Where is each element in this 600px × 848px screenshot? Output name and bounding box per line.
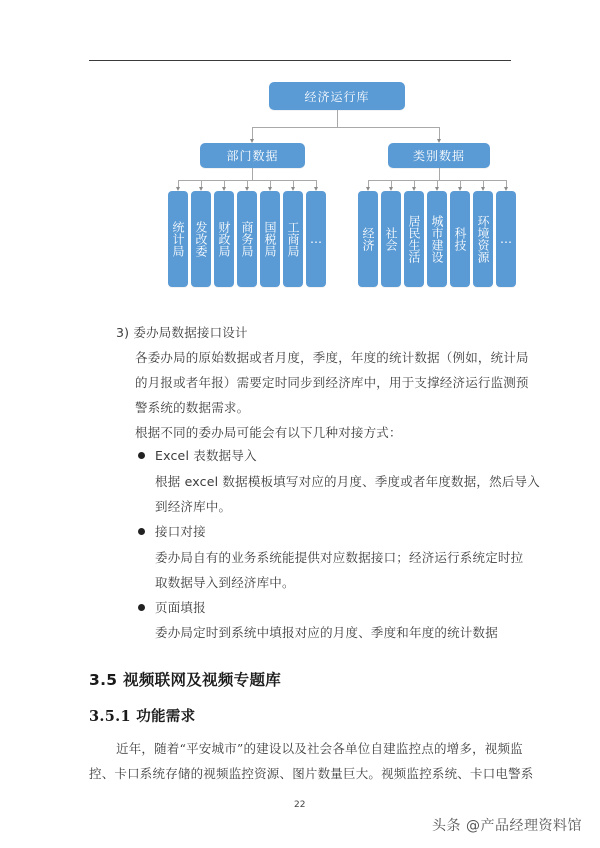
bullet-title: 接口对接 [155, 524, 206, 539]
paragraph-line: 近年，随着“平安城市”的建设以及社会各单位自建监控点的增多，视频监 [116, 741, 523, 756]
bullet-title: Excel 表数据导入 [155, 448, 257, 463]
diagram-leaf-node: 财政局 [214, 191, 234, 287]
diagram-root-node: 经济运行库 [269, 82, 405, 110]
bullet-text: 委办局定时到系统中填报对应的月度、季度和年度的统计数据 [155, 625, 498, 640]
bullet-text: 委办局自有的业务系统能提供对应数据接口；经济运行系统定时拉 [155, 550, 524, 565]
paragraph-line: 警系统的数据需求。 [135, 400, 250, 415]
diagram-leaf-node: … [306, 191, 326, 287]
paragraph-line: 各委办局的原始数据或者月度，季度，年度的统计数据（例如，统计局 [135, 350, 529, 365]
subsection-title: 3) 委办局数据接口设计 [116, 325, 248, 340]
diagram-leaf-node: 环境资源 [473, 191, 493, 287]
diagram-leaf-node: 国税局 [260, 191, 280, 287]
diagram-leaf-node: 社会 [381, 191, 401, 287]
diagram-branch-node: 类别数据 [388, 143, 490, 168]
bullet-title: 页面填报 [155, 600, 206, 615]
diagram-leaf-node: 城市建设 [427, 191, 447, 287]
bullet-text: 取数据导入到经济库中。 [155, 575, 295, 590]
connector [252, 168, 253, 180]
bullet-icon [138, 604, 145, 611]
diagram-leaf-node: … [496, 191, 516, 287]
diagram-leaf-node: 科技 [450, 191, 470, 287]
diagram-leaf-node: 发改委 [191, 191, 211, 287]
diagram-leaf-node: 经济 [358, 191, 378, 287]
paragraph-line: 根据不同的委办局可能会有以下几种对接方式： [135, 425, 402, 440]
bullet-text: 到经济库中。 [155, 499, 232, 514]
connector [337, 110, 338, 127]
diagram-leaf-node: 商务局 [237, 191, 257, 287]
diagram-leaf-node: 居民生活 [404, 191, 424, 287]
watermark: 头条 @产品经理资料馆 [432, 818, 582, 834]
diagram-leaf-node: 工商局 [283, 191, 303, 287]
bullet-text: 根据 excel 数据模板填写对应的月度、季度或者年度数据，然后导入 [155, 474, 540, 489]
connector [439, 168, 440, 180]
header-rule [89, 60, 511, 61]
connector [252, 127, 439, 128]
subsection-heading: 3.5.1 功能需求 [89, 708, 196, 725]
paragraph-line: 的月报或者年报）需要定时同步到经济库中，用于支撑经济运行监测预 [135, 375, 529, 390]
bullet-icon [138, 528, 145, 535]
bullet-icon [138, 452, 145, 459]
page-number: 22 [294, 800, 306, 810]
paragraph-line: 控、卡口系统存储的视频监控资源、图片数量巨大。视频监控系统、卡口电警系 [89, 766, 534, 781]
section-heading: 3.5 视频联网及视频专题库 [89, 671, 282, 689]
diagram-leaf-node: 统计局 [168, 191, 188, 287]
diagram-branch-node: 部门数据 [200, 143, 305, 168]
